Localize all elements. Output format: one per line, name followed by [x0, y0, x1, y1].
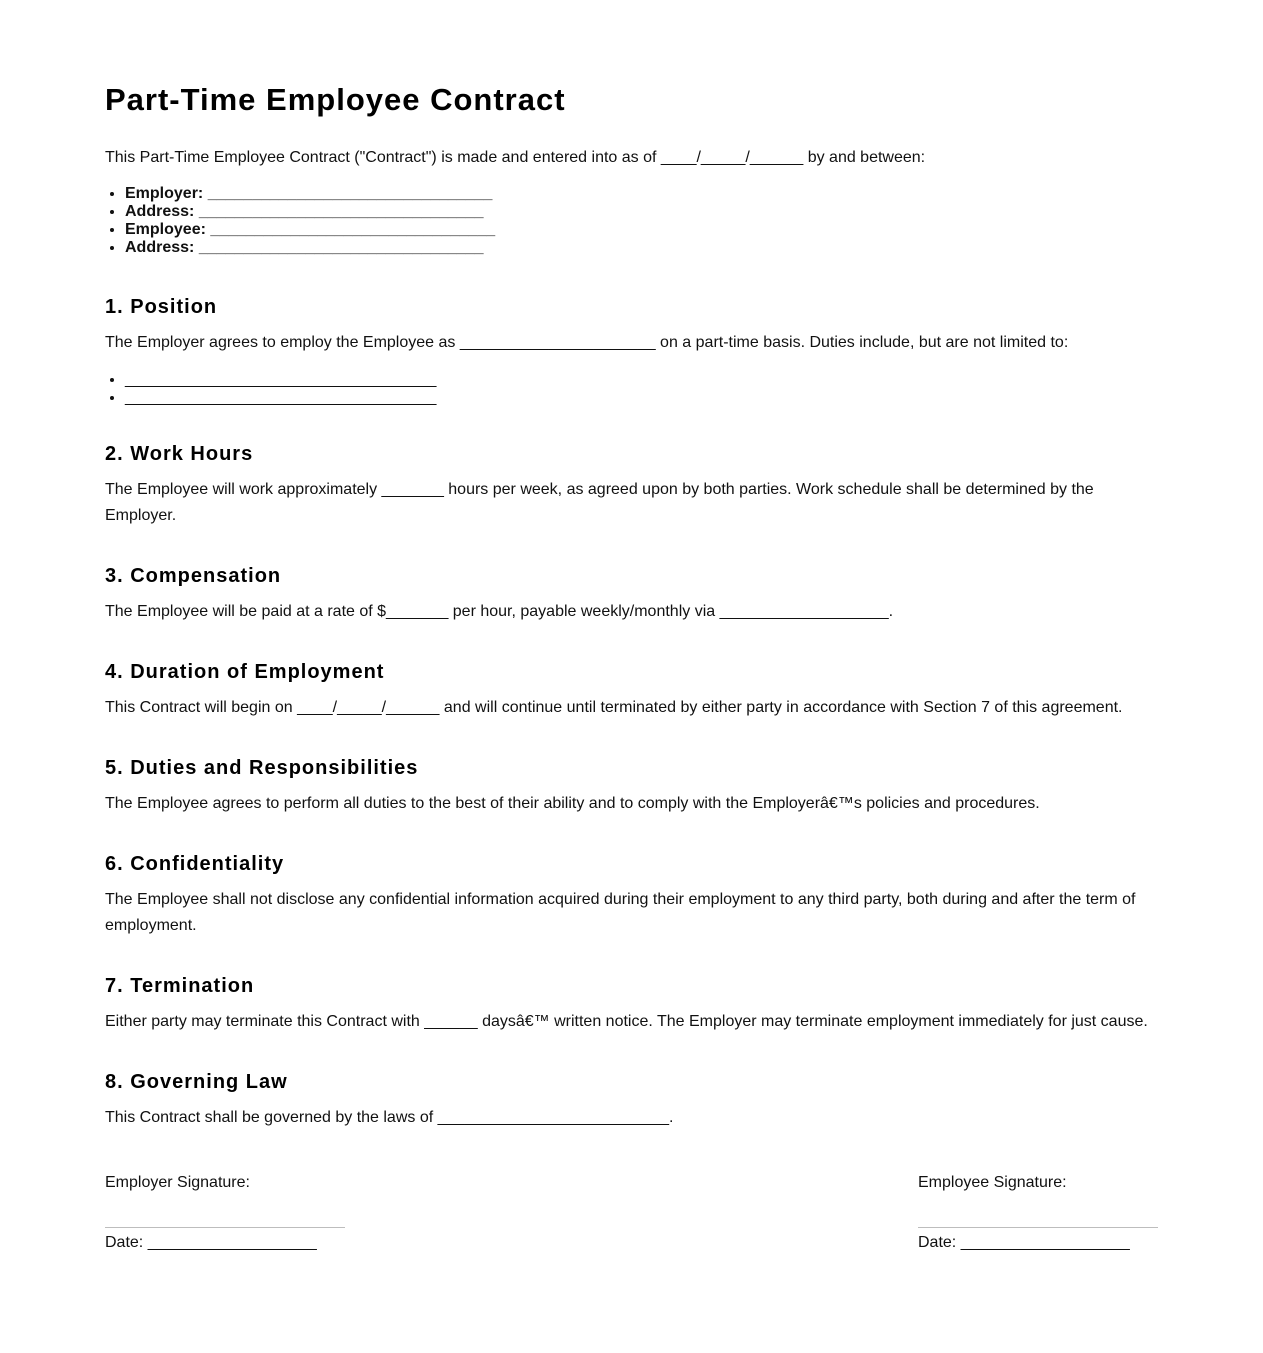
party-employer	[125, 185, 1158, 203]
parties-list	[105, 185, 1158, 257]
party-employer-address	[125, 203, 1158, 221]
section-heading: 3. Compensation	[105, 565, 282, 587]
party-blank: ________________________________	[198, 203, 484, 220]
employer-signature-block	[105, 1170, 345, 1256]
section-heading: 1. Position	[105, 296, 218, 318]
party-blank: ________________________________	[207, 185, 493, 202]
section-heading: 2. Work Hours	[105, 443, 254, 465]
party-label: Address:	[125, 239, 195, 256]
signature-area	[105, 1170, 1158, 1256]
section-text: The Employee shall not disclose any confidential information acquired during their employment to any third party, both during and after the term of employment.	[105, 891, 1136, 934]
duty-item: • ___________________________________	[125, 389, 1158, 407]
party-label: Employee:	[125, 221, 206, 238]
section-text: This Contract will begin on ____/_____/______ and will continue until terminated by either party in accordance with Section 7 of this agreement.	[105, 699, 1123, 716]
section-heading: 4. Duration of Employment	[105, 661, 385, 683]
party-blank: ________________________________	[198, 239, 484, 256]
employee-signature-line	[918, 1227, 1158, 1228]
section-governing-law	[105, 1068, 1158, 1131]
section-text: The Employee will be paid at a rate of $_______ per hour, payable weekly/monthly via ___________________.	[105, 603, 894, 620]
section-heading: 5. Duties and Responsibilities	[105, 757, 419, 779]
section-duties	[105, 754, 1158, 817]
party-label: Employer:	[125, 185, 204, 202]
section-heading: 6. Confidentiality	[105, 853, 285, 875]
duties-list	[105, 371, 1158, 407]
section-termination	[105, 972, 1158, 1035]
document-title: Part-Time Employee Contract	[105, 82, 566, 117]
section-confidentiality	[105, 850, 1158, 939]
section-text: The Employee will work approximately _______ hours per week, as agreed upon by both parties. Work schedule shall be determined by the Employer.	[105, 481, 1094, 524]
section-heading: 8. Governing Law	[105, 1071, 288, 1093]
party-employee-address	[125, 239, 1158, 257]
employer-signature-label: Employer Signature:	[105, 1174, 250, 1191]
party-label: Address:	[125, 203, 195, 220]
section-text: This Contract shall be governed by the laws of __________________________.	[105, 1109, 674, 1126]
employer-date: Date: ___________________	[105, 1234, 317, 1251]
section-text: Either party may terminate this Contract with ______ daysâ€™ written notice. The Employer may terminate employment immediately for just cause.	[105, 1013, 1148, 1030]
employee-signature-label: Employee Signature:	[918, 1174, 1067, 1191]
duty-item: • ___________________________________	[125, 371, 1158, 389]
section-duration	[105, 658, 1158, 721]
intro-paragraph: This Part-Time Employee Contract ("Contract") is made and entered into as of ____/_____/______ by and between:	[105, 149, 926, 166]
party-blank: ________________________________	[210, 221, 496, 238]
section-compensation	[105, 562, 1158, 625]
employee-date: Date: ___________________	[918, 1234, 1130, 1251]
section-heading: 7. Termination	[105, 975, 255, 997]
employer-signature-line	[105, 1227, 345, 1228]
section-position	[105, 293, 1158, 407]
section-work-hours	[105, 440, 1158, 529]
employee-signature-block	[918, 1170, 1158, 1256]
party-employee	[125, 221, 1158, 239]
section-text: The Employee agrees to perform all duties to the best of their ability and to comply with the Employerâ€™s policies and procedures.	[105, 795, 1040, 812]
section-text: The Employer agrees to employ the Employee as ______________________ on a part-time basis. Duties include, but are not limited to:	[105, 334, 1069, 351]
